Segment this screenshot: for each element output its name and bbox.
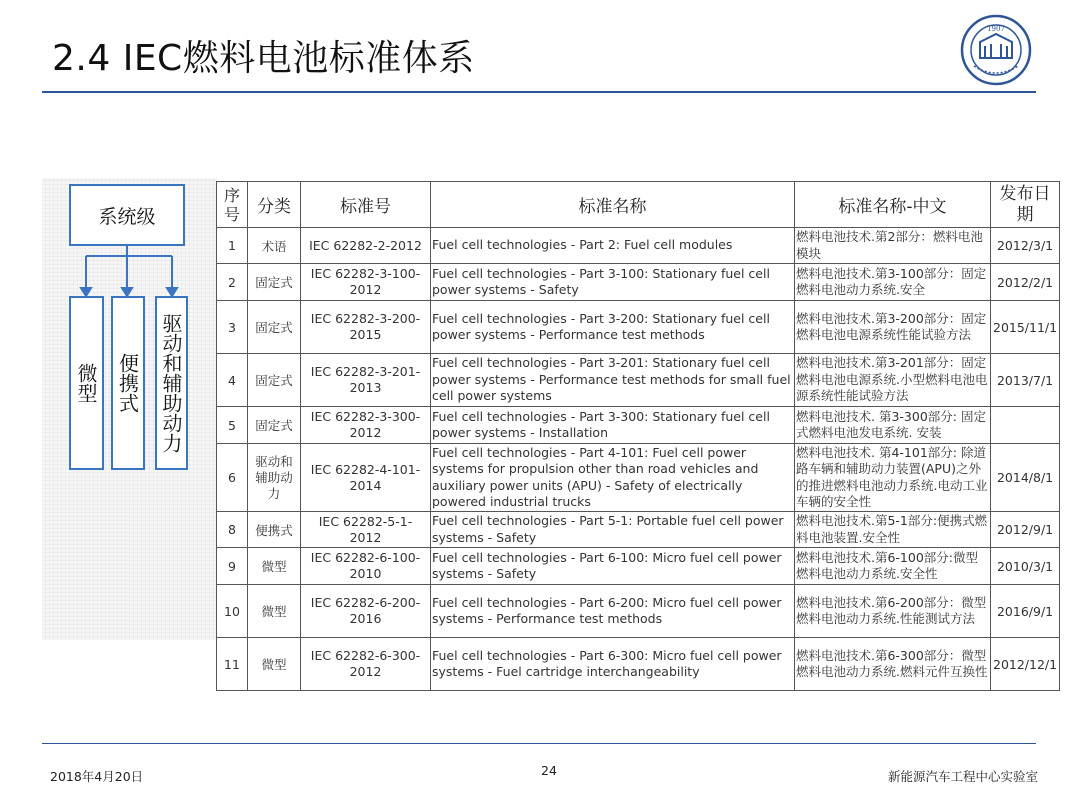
header-index: 序号 [217,182,248,228]
cell-standard-name-cn: 燃料电池技术.第3-100部分：固定燃料电池动力系统.安全 [795,264,991,301]
cell-standard-name: Fuel cell technologies - Part 3-201: Stationary fuel cell power systems - Performance test methods for small fuel cell power systems [431,354,795,407]
table-row [217,512,1060,548]
diagram-propulsion-box: 驱动和辅助动力 [155,296,188,470]
cell-release-date [991,407,1060,444]
cell-index: 3 [217,301,248,354]
cell-category: 固定式 [248,264,301,301]
cell-standard-name-cn: 燃料电池技术.第6-100部分:微型燃料电池动力系统.安全性 [795,548,991,585]
cell-category: 固定式 [248,354,301,407]
cell-standard-name-cn: 燃料电池技术.第3-201部分：固定燃料电池电源系统.小型燃料电池电源系统性能试验方法 [795,354,991,407]
standards-table [216,181,1060,691]
table-header-row [217,182,1060,228]
cell-standard-name-cn: 燃料电池技术. 第4-101部分: 除道路车辆和辅助动力装置(APU)之外的推进燃料电池动力系统.电动工业车辆的安全性 [795,444,991,512]
cell-release-date: 2010/3/1 [991,548,1060,585]
cell-release-date: 2012/2/1 [991,264,1060,301]
cell-standard-no: IEC 62282-2-2012 [301,228,431,264]
cell-release-date: 2012/9/1 [991,512,1060,548]
cell-standard-name: Fuel cell technologies - Part 6-100: Micro fuel cell power systems - Safety [431,548,795,585]
cell-standard-name: Fuel cell technologies - Part 3-200: Stationary fuel cell power systems - Performance test methods [431,301,795,354]
cell-standard-name: Fuel cell technologies - Part 2: Fuel cell modules [431,228,795,264]
cell-standard-no: IEC 62282-6-300-2012 [301,638,431,691]
table-row [217,407,1060,444]
cell-standard-name: Fuel cell technologies - Part 3-300: Stationary fuel cell power systems - Installation [431,407,795,444]
cell-index: 1 [217,228,248,264]
cell-standard-no: IEC 62282-6-200-2016 [301,585,431,638]
table-row [217,264,1060,301]
cell-standard-name-cn: 燃料电池技术.第3-200部分：固定燃料电池电源系统性能试验方法 [795,301,991,354]
cell-standard-no: IEC 62282-4-101-2014 [301,444,431,512]
cell-standard-no: IEC 62282-6-100-2010 [301,548,431,585]
cell-release-date: 2012/3/1 [991,228,1060,264]
cell-standard-name: Fuel cell technologies - Part 6-300: Micro fuel cell power systems - Fuel cartridge interchangeability [431,638,795,691]
cell-category: 微型 [248,548,301,585]
cell-standard-name-cn: 燃料电池技术.第6-200部分：微型燃料电池动力系统.性能测试方法 [795,585,991,638]
table-row [217,354,1060,407]
cell-standard-name: Fuel cell technologies - Part 5-1: Portable fuel cell power systems - Safety [431,512,795,548]
cell-category: 术语 [248,228,301,264]
diagram-micro-box: 微型 [69,296,104,470]
page-title: 2.4 IEC燃料电池标准体系 [52,38,475,79]
cell-standard-no: IEC 62282-5-1-2012 [301,512,431,548]
cell-standard-name: Fuel cell technologies - Part 4-101: Fuel cell power systems for propulsion other than road vehicles and auxiliary power units (APU) - Safety of electrically powered industrial trucks [431,444,795,512]
header-standard-name-cn: 标准名称-中文 [795,182,991,228]
cell-standard-name-cn: 燃料电池技术.第5-1部分:便携式燃料电池装置.安全性 [795,512,991,548]
cell-index: 10 [217,585,248,638]
cell-standard-name: Fuel cell technologies - Part 6-200: Micro fuel cell power systems - Performance test methods [431,585,795,638]
table-row [217,228,1060,264]
cell-category: 微型 [248,585,301,638]
diagram-system-box: 系统级 [69,184,185,246]
header-category: 分类 [248,182,301,228]
cell-index: 2 [217,264,248,301]
table-row [217,638,1060,691]
table-row [217,444,1060,512]
header-standard-name: 标准名称 [431,182,795,228]
cell-index: 5 [217,407,248,444]
standards-table-wrap [216,181,1060,691]
footer-page-number: 24 [541,763,557,778]
cell-release-date: 2012/12/1 [991,638,1060,691]
cell-index: 11 [217,638,248,691]
cell-release-date: 2016/9/1 [991,585,1060,638]
cell-standard-name: Fuel cell technologies - Part 3-100: Stationary fuel cell power systems - Safety [431,264,795,301]
cell-standard-name-cn: 燃料电池技术.第2部分：燃料电池模块 [795,228,991,264]
footer-rule [42,743,1036,744]
cell-category: 固定式 [248,301,301,354]
header-release-date: 发布日期 [991,182,1060,228]
cell-category: 固定式 [248,407,301,444]
table-row [217,585,1060,638]
cell-category: 微型 [248,638,301,691]
logo-year: 1907 [987,25,1005,33]
cell-category: 便携式 [248,512,301,548]
table-row [217,548,1060,585]
cell-standard-name-cn: 燃料电池技术.第6-300部分：微型燃料电池动力系统.燃料元件互换性 [795,638,991,691]
table-row [217,301,1060,354]
cell-category: 驱动和辅助动力 [248,444,301,512]
cell-standard-no: IEC 62282-3-100-2012 [301,264,431,301]
cell-standard-no: IEC 62282-3-200-2015 [301,301,431,354]
cell-release-date: 2014/8/1 [991,444,1060,512]
header-standard-no: 标准号 [301,182,431,228]
cell-standard-name-cn: 燃料电池技术. 第3-300部分: 固定式燃料电池发电系统. 安装 [795,407,991,444]
cell-release-date: 2015/11/1 [991,301,1060,354]
cell-release-date: 2013/7/1 [991,354,1060,407]
cell-index: 6 [217,444,248,512]
cell-index: 9 [217,548,248,585]
cell-index: 4 [217,354,248,407]
diagram-portable-box: 便携式 [111,296,145,470]
cell-standard-no: IEC 62282-3-300-2012 [301,407,431,444]
cell-standard-no: IEC 62282-3-201-2013 [301,354,431,407]
footer-date: 2018年4月20日 [50,769,144,784]
footer-organization: 新能源汽车工程中心实验室 [888,769,1039,784]
cell-index: 8 [217,512,248,548]
